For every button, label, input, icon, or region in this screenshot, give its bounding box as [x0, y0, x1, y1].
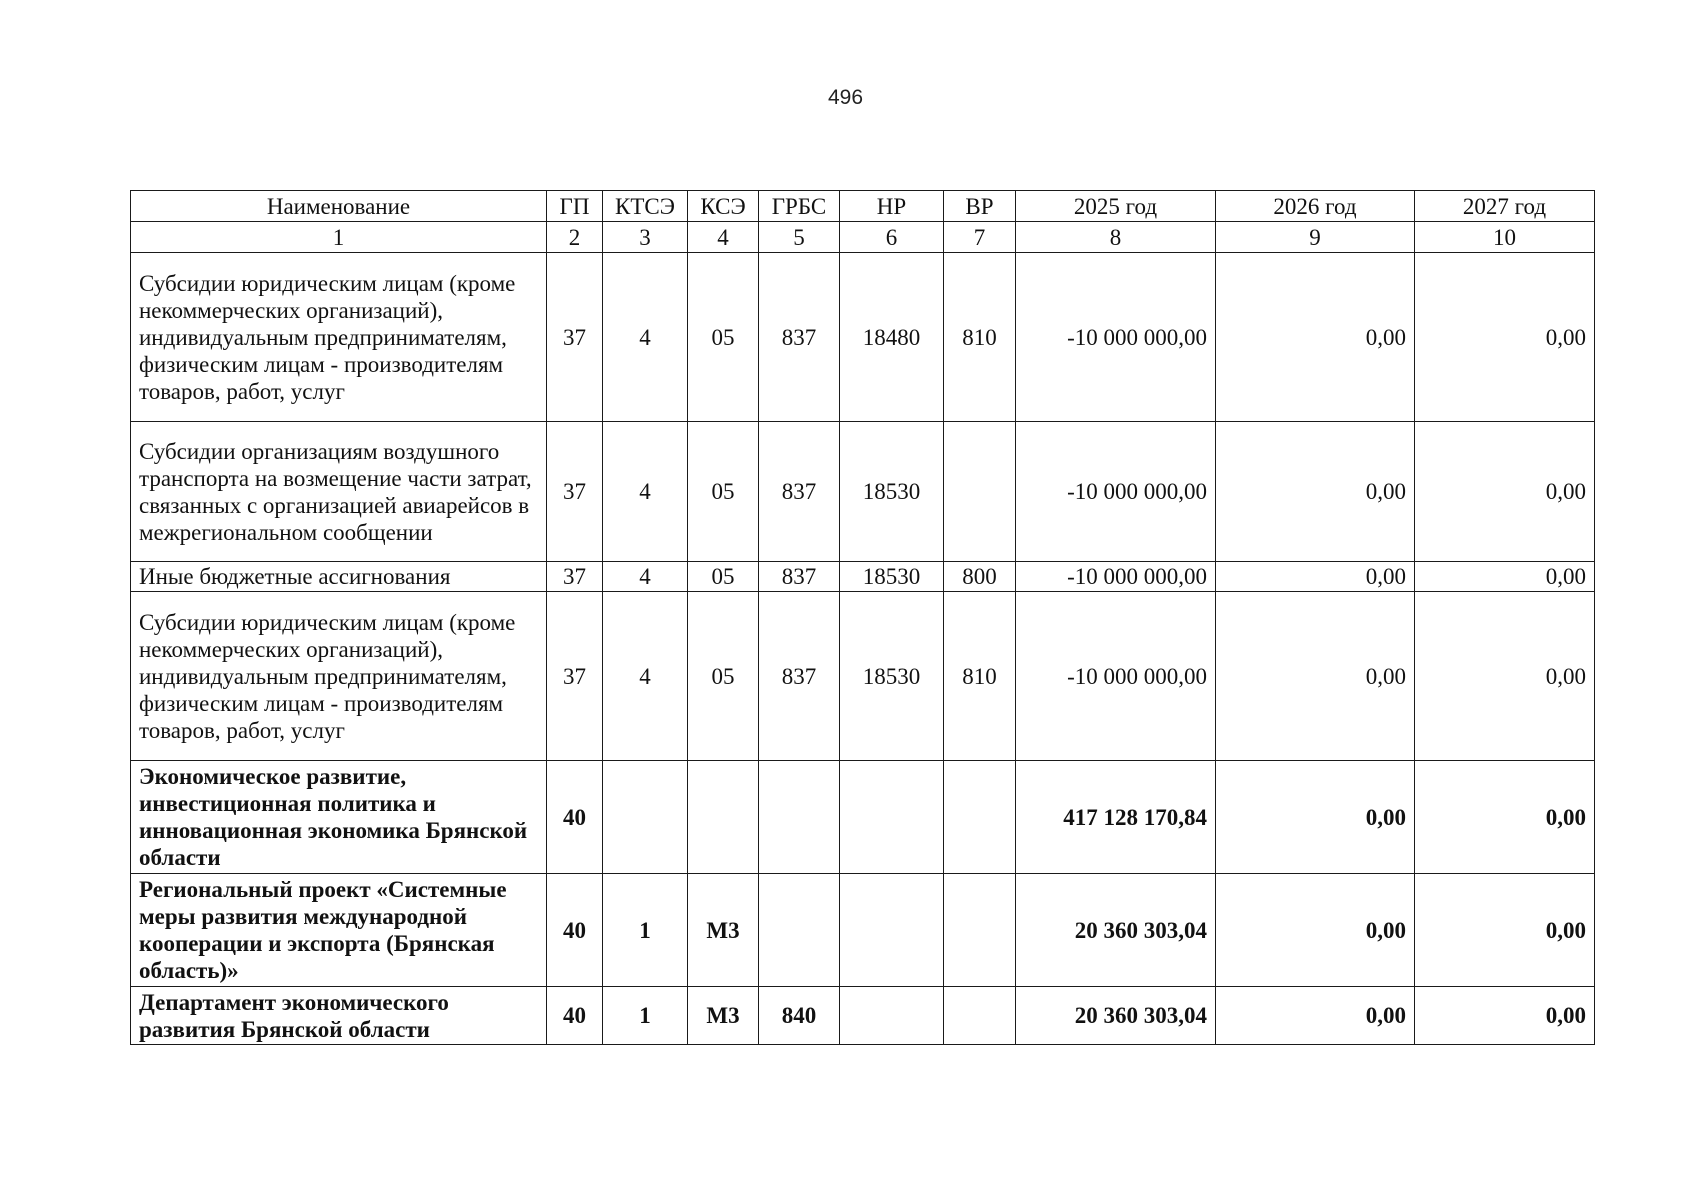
header-2027: 2027 год: [1415, 191, 1595, 222]
row-ktse: 4: [603, 253, 688, 422]
row-2026: 0,00: [1216, 592, 1415, 761]
header-ktse: КТСЭ: [603, 191, 688, 222]
header-vr: ВР: [944, 191, 1016, 222]
row-ktse: 1: [603, 874, 688, 987]
header-nr: НР: [840, 191, 944, 222]
row-2027: 0,00: [1415, 761, 1595, 874]
column-number: 6: [840, 222, 944, 253]
row-kse: 05: [688, 592, 759, 761]
row-kse: [688, 761, 759, 874]
row-ktse: 4: [603, 592, 688, 761]
row-grbs: 837: [759, 592, 840, 761]
row-name: Департамент экономического развития Брянской области: [131, 987, 547, 1045]
row-grbs: [759, 761, 840, 874]
row-nr: 18530: [840, 562, 944, 592]
row-grbs: 837: [759, 562, 840, 592]
row-vr: 810: [944, 253, 1016, 422]
table-row: [131, 987, 1595, 1045]
row-kse: 05: [688, 562, 759, 592]
row-vr: [944, 422, 1016, 562]
column-number: 1: [131, 222, 547, 253]
table-row: [131, 422, 1595, 562]
header-kse: КСЭ: [688, 191, 759, 222]
row-ktse: [603, 761, 688, 874]
row-2025: 417 128 170,84: [1016, 761, 1216, 874]
row-vr: 800: [944, 562, 1016, 592]
column-number: 10: [1415, 222, 1595, 253]
row-name: Экономическое развитие, инвестиционная политика и инновационная экономика Брянской области: [131, 761, 547, 874]
table-row: [131, 562, 1595, 592]
row-2027: 0,00: [1415, 253, 1595, 422]
row-2025: 20 360 303,04: [1016, 987, 1216, 1045]
column-number: 8: [1016, 222, 1216, 253]
row-kse: 05: [688, 253, 759, 422]
header-2026: 2026 год: [1216, 191, 1415, 222]
row-kse: 05: [688, 422, 759, 562]
row-2026: 0,00: [1216, 874, 1415, 987]
row-vr: [944, 874, 1016, 987]
row-vr: [944, 761, 1016, 874]
row-2026: 0,00: [1216, 761, 1415, 874]
header-2025: 2025 год: [1016, 191, 1216, 222]
row-name: Субсидии юридическим лицам (кроме некоммерческих организаций), индивидуальным предпринимателям, физическим лицам - производителям товаров, работ, услуг: [131, 592, 547, 761]
row-ktse: 4: [603, 422, 688, 562]
row-grbs: 837: [759, 253, 840, 422]
row-2027: 0,00: [1415, 592, 1595, 761]
row-gp: 40: [547, 874, 603, 987]
row-name: Субсидии организациям воздушного транспорта на возмещение части затрат, связанных с организацией авиарейсов в межрегиональном сообщении: [131, 422, 547, 562]
column-number: 9: [1216, 222, 1415, 253]
row-gp: 37: [547, 253, 603, 422]
row-name: Иные бюджетные ассигнования: [131, 562, 547, 592]
column-number: 2: [547, 222, 603, 253]
table-row: [131, 874, 1595, 987]
row-name: Субсидии юридическим лицам (кроме некоммерческих организаций), индивидуальным предпринимателям, физическим лицам - производителям товаров, работ, услуг: [131, 253, 547, 422]
row-gp: 37: [547, 592, 603, 761]
row-2025: -10 000 000,00: [1016, 253, 1216, 422]
row-gp: 37: [547, 562, 603, 592]
column-number-row: [131, 222, 1595, 253]
row-2026: 0,00: [1216, 253, 1415, 422]
row-nr: 18530: [840, 592, 944, 761]
table-row: [131, 592, 1595, 761]
row-kse: М3: [688, 987, 759, 1045]
row-2027: 0,00: [1415, 422, 1595, 562]
row-2027: 0,00: [1415, 987, 1595, 1045]
row-grbs: 840: [759, 987, 840, 1045]
row-2026: 0,00: [1216, 987, 1415, 1045]
header-name: Наименование: [131, 191, 547, 222]
row-2025: 20 360 303,04: [1016, 874, 1216, 987]
row-gp: 37: [547, 422, 603, 562]
row-nr: 18530: [840, 422, 944, 562]
column-number: 7: [944, 222, 1016, 253]
row-2026: 0,00: [1216, 422, 1415, 562]
row-gp: 40: [547, 987, 603, 1045]
row-ktse: 1: [603, 987, 688, 1045]
row-nr: [840, 874, 944, 987]
row-2025: -10 000 000,00: [1016, 592, 1216, 761]
row-name: Региональный проект «Системные меры развития международной кооперации и экспорта (Брянская область)»: [131, 874, 547, 987]
row-vr: [944, 987, 1016, 1045]
row-grbs: [759, 874, 840, 987]
row-nr: [840, 761, 944, 874]
row-grbs: 837: [759, 422, 840, 562]
row-vr: 810: [944, 592, 1016, 761]
row-2026: 0,00: [1216, 562, 1415, 592]
row-2025: -10 000 000,00: [1016, 422, 1216, 562]
row-2025: -10 000 000,00: [1016, 562, 1216, 592]
column-number: 3: [603, 222, 688, 253]
column-number: 5: [759, 222, 840, 253]
row-2027: 0,00: [1415, 562, 1595, 592]
header-gp: ГП: [547, 191, 603, 222]
row-gp: 40: [547, 761, 603, 874]
header-row: [131, 191, 1595, 222]
header-grbs: ГРБС: [759, 191, 840, 222]
page-number: 496: [827, 86, 864, 109]
row-nr: 18480: [840, 253, 944, 422]
table-row: [131, 761, 1595, 874]
row-ktse: 4: [603, 562, 688, 592]
table-row: [131, 253, 1595, 422]
column-number: 4: [688, 222, 759, 253]
row-2027: 0,00: [1415, 874, 1595, 987]
budget-table: [130, 190, 1595, 1045]
row-nr: [840, 987, 944, 1045]
row-kse: М3: [688, 874, 759, 987]
